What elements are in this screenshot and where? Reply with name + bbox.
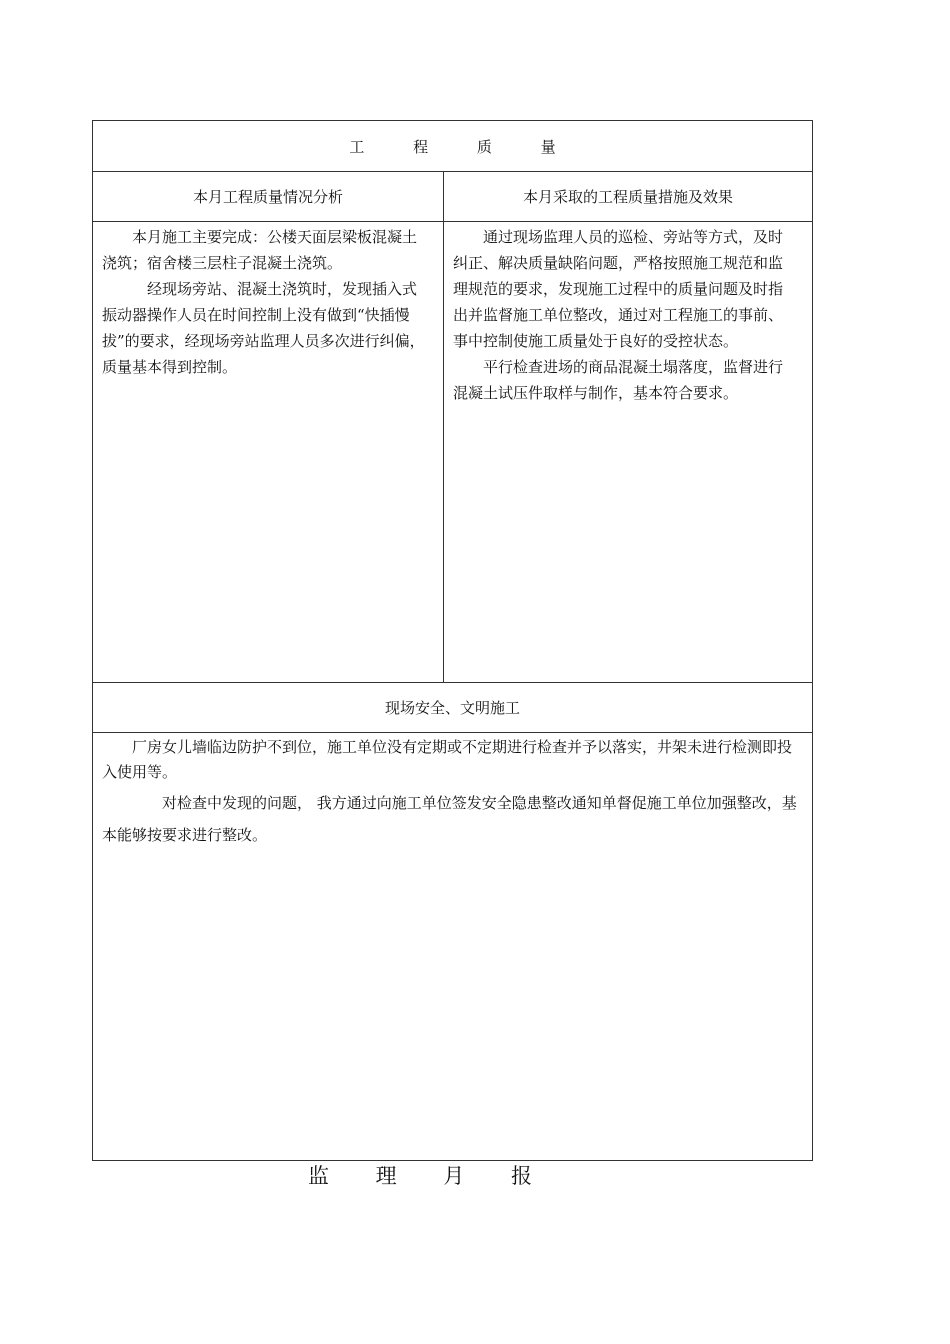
safety-content-cell — [93, 733, 812, 1160]
safety-paragraph: 厂房女儿墙临边防护不到位，施工单位没有定期或不定期进行检查并予以落实，井架未进行检测即投入使用等。 — [102, 738, 793, 781]
supervision-report-table — [92, 120, 813, 1161]
section-title-quality: 工 程 质 量 — [93, 121, 812, 172]
report-footer-title: 监 理 月 报 — [307, 1164, 553, 1188]
quality-analysis-cell — [93, 222, 444, 682]
quality-measures-paragraph: 平行检查进场的商品混凝土塌落度，监督进行混凝土试压件取样与制作，基本符合要求。 — [453, 358, 784, 402]
quality-measures-cell — [444, 222, 812, 682]
safety-section-header: 现场安全、文明施工 — [93, 683, 812, 733]
column-header-row — [93, 172, 812, 222]
quality-analysis-header: 本月工程质量情况分析 — [93, 172, 444, 221]
quality-analysis-paragraph: 本月施工主要完成：公楼天面层梁板混凝土浇筑；宿舍楼三层柱子混凝土浇筑。 — [102, 228, 418, 272]
quality-content-row — [93, 222, 812, 683]
quality-analysis-paragraph: 经现场旁站、混凝土浇筑时，发现插入式振动器操作人员在时间控制上没有做到“快插慢拔”的要求，经现场旁站监理人员多次进行纠偏，质量基本得到控制。 — [102, 280, 425, 376]
quality-measures-paragraph: 通过现场监理人员的巡检、旁站等方式，及时纠正、解决质量缺陷问题，严格按照施工规范和监理规范的要求，发现施工过程中的质量问题及时指出并监督施工单位整改，通过对工程施工的事前、事中控制使施工质量处于良好的受控状态。 — [453, 228, 784, 350]
quality-measures-header: 本月采取的工程质量措施及效果 — [522, 188, 733, 206]
safety-paragraph: 对检查中发现的问题， 我方通过向施工单位签发安全隐患整改通知单督促施工单位加强整改，基本能够按要求进行整改。 — [102, 794, 797, 844]
